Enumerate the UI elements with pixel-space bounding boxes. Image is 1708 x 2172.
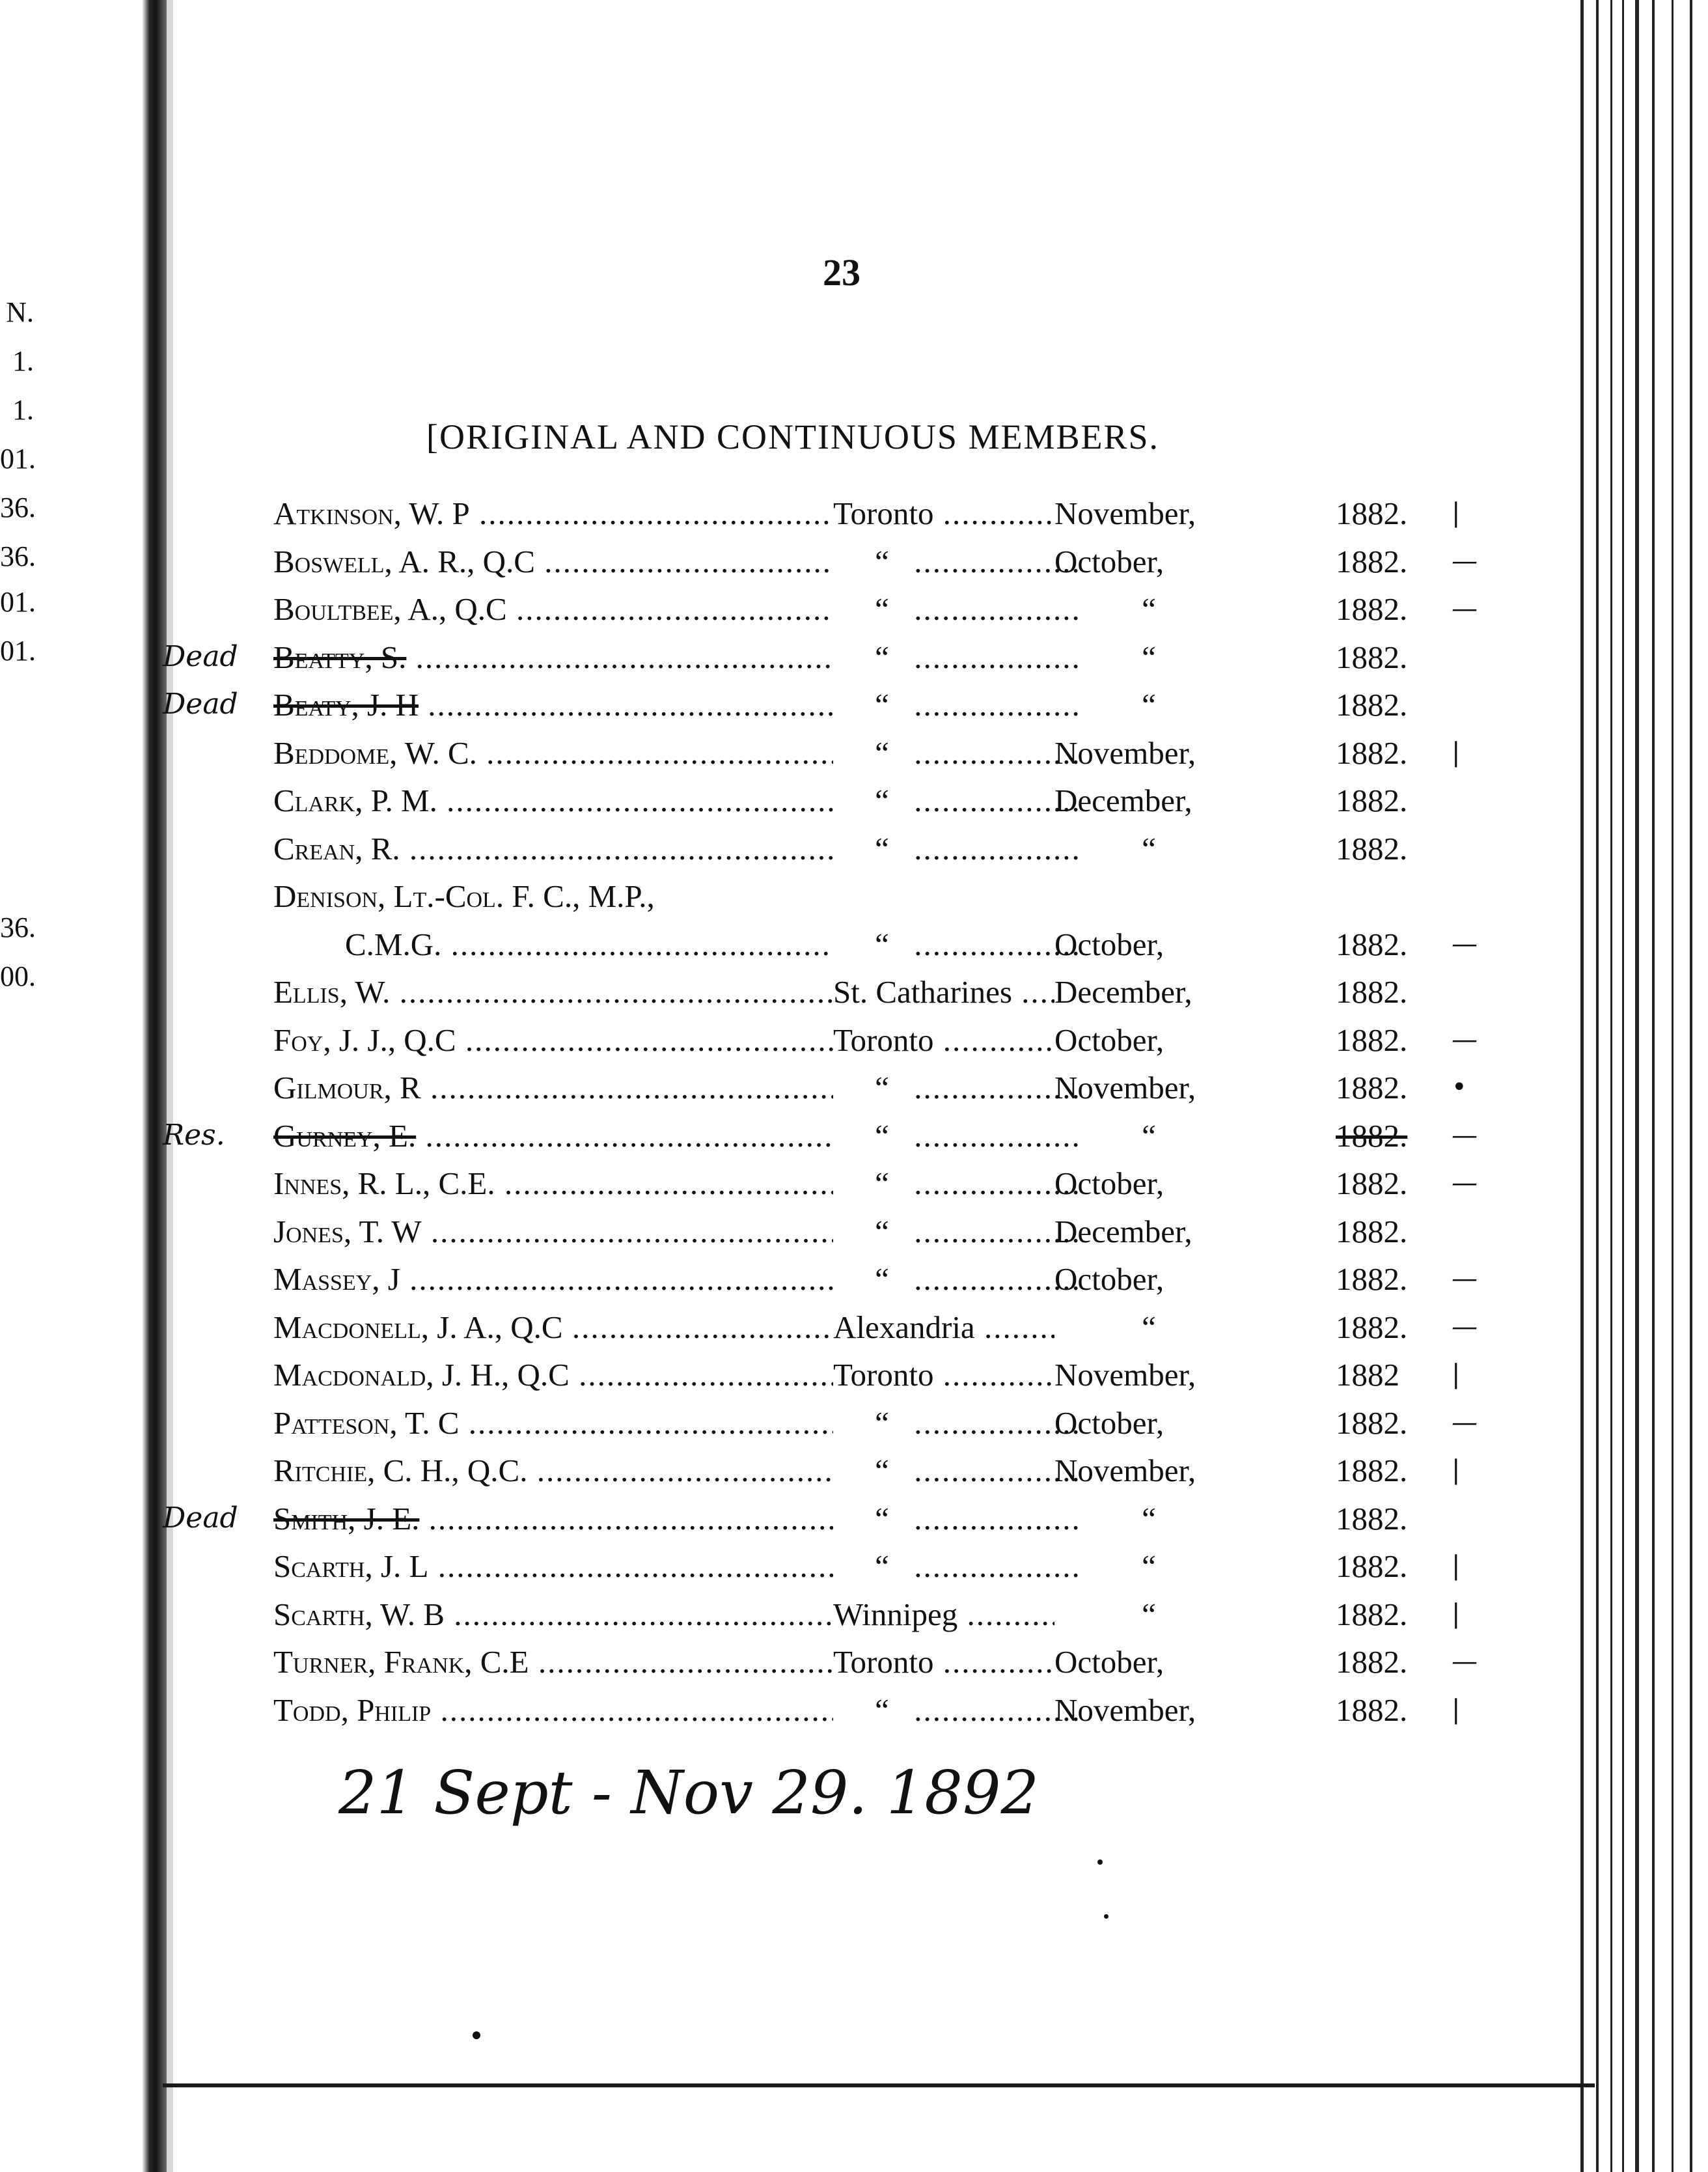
member-place: “ ..... — [833, 777, 1081, 825]
member-name: Gurney, E. ..... — [273, 1112, 833, 1160]
member-month: “ — [1142, 591, 1156, 627]
member-name: Innes, R. L., C.E. ..... — [273, 1160, 833, 1208]
member-month: October, — [1054, 1022, 1164, 1058]
handwritten-tick: | — [1452, 1598, 1461, 1629]
member-month: December, — [1054, 974, 1192, 1010]
handwritten-footer: 21 Sept - Nov 29. 1892 — [338, 1758, 1040, 1828]
member-month: “ — [1142, 1500, 1156, 1537]
member-name: Macdonell, J. A., Q.C ..... — [273, 1303, 833, 1352]
handwritten-tick: — — [1452, 594, 1478, 624]
member-name: Clark, P. M. ..... — [273, 777, 833, 825]
table-row — [273, 634, 1497, 682]
member-month: October, — [1054, 1644, 1164, 1680]
member-month: “ — [1142, 639, 1156, 675]
table-row — [273, 1303, 1497, 1352]
table-row — [273, 777, 1497, 825]
member-year: 1882. — [1336, 974, 1408, 1010]
member-year: 1882. — [1336, 639, 1408, 675]
member-year: 1882 — [1336, 1357, 1399, 1393]
member-month: “ — [1142, 830, 1156, 867]
member-year: 1882. — [1336, 543, 1408, 579]
table-row — [273, 1542, 1497, 1591]
handwritten-tick: — — [1452, 928, 1478, 959]
member-name: Turner, Frank, C.E ..... — [273, 1638, 833, 1686]
table-row — [273, 729, 1497, 777]
member-month: October, — [1054, 1261, 1164, 1297]
member-month: December, — [1054, 1213, 1192, 1249]
member-name: Gilmour, R ..... — [273, 1064, 833, 1112]
member-year: 1882. — [1336, 1165, 1408, 1201]
member-year: 1882. — [1336, 830, 1408, 867]
member-place: “ ..... — [833, 634, 1081, 682]
member-place: “ ..... — [833, 1255, 1081, 1303]
member-place: Toronto ..... — [833, 1351, 1054, 1399]
handwritten-tick: — — [1452, 1311, 1478, 1342]
member-year: 1882. — [1336, 926, 1408, 962]
member-name: Crean, R. ..... — [273, 825, 833, 873]
table-row — [273, 1112, 1497, 1160]
table-row — [273, 921, 1497, 969]
member-name: Boultbee, A., Q.C ..... — [273, 585, 833, 634]
member-place: “ ..... — [833, 1160, 1081, 1208]
handwritten-tick: | — [1452, 1551, 1461, 1581]
member-year: 1882. — [1336, 1644, 1408, 1680]
handwritten-tick: • — [1452, 1072, 1467, 1102]
member-month: “ — [1142, 1548, 1156, 1584]
page-bottom-edge — [163, 2083, 1595, 2087]
scan-speck — [1097, 1859, 1103, 1865]
member-name: Boswell, A. R., Q.C ..... — [273, 538, 833, 586]
left-page-fragment: 36. — [0, 492, 36, 523]
member-year: 1882. — [1336, 1117, 1408, 1154]
member-month: October, — [1054, 1165, 1164, 1201]
member-name: Beddome, W. C. ..... — [273, 729, 833, 777]
member-name: Patteson, T. C ..... — [273, 1399, 833, 1447]
member-place: “ ..... — [833, 1447, 1081, 1495]
gutter-shadow — [167, 0, 173, 2172]
member-year: 1882. — [1336, 591, 1408, 627]
left-page-fragment: 36. — [0, 540, 36, 572]
member-month: “ — [1142, 1117, 1156, 1154]
left-page-fragment: 1. — [12, 345, 34, 377]
left-page-fragment: 00. — [0, 960, 36, 992]
member-year: 1882. — [1336, 1213, 1408, 1249]
table-row — [273, 538, 1497, 586]
member-month: October, — [1054, 543, 1164, 579]
table-row — [273, 1351, 1497, 1399]
member-place: “ ..... — [833, 538, 1081, 586]
member-year: 1882. — [1336, 1404, 1408, 1441]
member-place: St. Catharines ..... — [833, 968, 1054, 1016]
handwritten-tick: | — [1452, 1359, 1461, 1389]
member-place: “ ..... — [833, 1064, 1081, 1112]
margin-note: Dead — [163, 688, 238, 721]
handwritten-tick: — — [1452, 1264, 1478, 1294]
member-year: 1882. — [1336, 1453, 1408, 1488]
member-place: Toronto ..... — [833, 1638, 1054, 1686]
table-row — [273, 1064, 1497, 1112]
member-place: Toronto ..... — [833, 1016, 1054, 1065]
member-name: Smith, J. E. ..... — [273, 1495, 833, 1543]
page-number: 23 — [823, 251, 861, 294]
left-page-fragment: 1. — [12, 394, 34, 426]
page-edges — [1580, 0, 1708, 2172]
member-year: 1882. — [1336, 687, 1408, 723]
member-year: 1882. — [1336, 783, 1408, 818]
table-row — [273, 968, 1497, 1016]
handwritten-tick: | — [1452, 1455, 1461, 1485]
member-name: Denison, Lt.-Col. F. C., M.P., — [273, 878, 655, 914]
member-name: Foy, J. J., Q.C ..... — [273, 1016, 833, 1065]
member-place: “ ..... — [833, 1686, 1081, 1734]
member-place: “ ..... — [833, 825, 1081, 873]
margin-note: Dead — [163, 1501, 238, 1535]
member-month: December, — [1054, 783, 1192, 818]
member-year: 1882. — [1336, 495, 1408, 531]
member-month: November, — [1054, 1453, 1196, 1488]
member-name: Scarth, W. B ..... — [273, 1591, 833, 1639]
member-year: 1882. — [1336, 1261, 1408, 1297]
member-month: November, — [1054, 1692, 1196, 1728]
table-row — [273, 1016, 1497, 1065]
member-name: Atkinson, W. P ..... — [273, 490, 833, 538]
handwritten-tick: — — [1452, 1407, 1478, 1438]
member-month: “ — [1142, 1309, 1156, 1345]
member-name: Beatty, S. ..... — [273, 634, 833, 682]
table-row — [273, 872, 1497, 921]
member-month: November, — [1054, 495, 1196, 531]
handwritten-tick: — — [1452, 546, 1478, 576]
member-year: 1882. — [1336, 734, 1408, 771]
member-year: 1882. — [1336, 1692, 1408, 1728]
member-place: “ ..... — [833, 1495, 1081, 1543]
member-name: Macdonald, J. H., Q.C ..... — [273, 1351, 833, 1399]
table-row — [273, 1447, 1497, 1495]
table-row — [273, 1399, 1497, 1447]
margin-note: Res. — [163, 1118, 225, 1152]
member-name: Jones, T. W ..... — [273, 1208, 833, 1256]
member-name: C.M.G. ..... — [345, 921, 833, 969]
handwritten-tick: — — [1452, 1168, 1478, 1198]
table-row — [273, 585, 1497, 634]
handwritten-tick: | — [1452, 498, 1461, 528]
member-year: 1882. — [1336, 1022, 1408, 1058]
member-place: “ ..... — [833, 1112, 1081, 1160]
member-year: 1882. — [1336, 1548, 1408, 1584]
member-month: October, — [1054, 926, 1164, 962]
left-page-fragment: 01. — [0, 586, 36, 618]
handwritten-tick: | — [1452, 737, 1461, 768]
table-row — [273, 1591, 1497, 1639]
table-row — [273, 1495, 1497, 1543]
handwritten-tick: — — [1452, 1024, 1478, 1055]
section-title: [ORIGINAL AND CONTINUOUS MEMBERS. — [426, 417, 1160, 456]
member-name: Massey, J ..... — [273, 1255, 833, 1303]
member-place: Winnipeg ..... — [833, 1591, 1054, 1639]
table-row — [273, 825, 1497, 873]
member-month: October, — [1054, 1404, 1164, 1441]
members-table — [273, 490, 1497, 1734]
member-year: 1882. — [1336, 1596, 1408, 1632]
member-place: “ ..... — [833, 729, 1081, 777]
member-place: “ ..... — [833, 681, 1081, 729]
left-page-fragment: N. — [6, 296, 34, 328]
member-place: Alexandria ..... — [833, 1303, 1054, 1352]
member-place: “ ..... — [833, 1542, 1081, 1591]
table-row — [273, 1160, 1497, 1208]
member-place: “ ..... — [833, 1208, 1081, 1256]
member-month: “ — [1142, 687, 1156, 723]
margin-note: Dead — [163, 639, 238, 673]
handwritten-tick: — — [1452, 1120, 1478, 1150]
table-row — [273, 1686, 1497, 1734]
member-year: 1882. — [1336, 1500, 1408, 1537]
member-name: Scarth, J. L ..... — [273, 1542, 833, 1591]
member-place: “ ..... — [833, 1399, 1081, 1447]
member-month: November, — [1054, 1357, 1196, 1393]
left-page-fragment: 01. — [0, 635, 36, 667]
table-row — [273, 490, 1497, 538]
member-name: Ritchie, C. H., Q.C. ..... — [273, 1447, 833, 1495]
member-place: Toronto ..... — [833, 490, 1054, 538]
member-month: “ — [1142, 1596, 1156, 1632]
member-place: “ ..... — [833, 585, 1081, 634]
left-page-fragment: 36. — [0, 912, 36, 943]
table-row — [273, 1208, 1497, 1256]
member-year: 1882. — [1336, 1309, 1408, 1345]
scan-speck — [473, 2031, 480, 2039]
table-row — [273, 681, 1497, 729]
member-name: Beaty, J. H ..... — [273, 681, 833, 729]
handwritten-tick: | — [1452, 1694, 1461, 1725]
handwritten-tick: — — [1452, 1647, 1478, 1677]
member-name: Todd, Philip ..... — [273, 1686, 833, 1734]
member-name: Ellis, W. ..... — [273, 968, 833, 1016]
member-month: November, — [1054, 1070, 1196, 1106]
member-place: “ ..... — [833, 921, 1081, 969]
member-month: November, — [1054, 734, 1196, 771]
table-row — [273, 1255, 1497, 1303]
table-row — [273, 1638, 1497, 1686]
member-year: 1882. — [1336, 1070, 1408, 1106]
left-page-fragment: 01. — [0, 443, 36, 475]
scan-speck — [1104, 1914, 1109, 1919]
book-gutter — [142, 0, 167, 2172]
